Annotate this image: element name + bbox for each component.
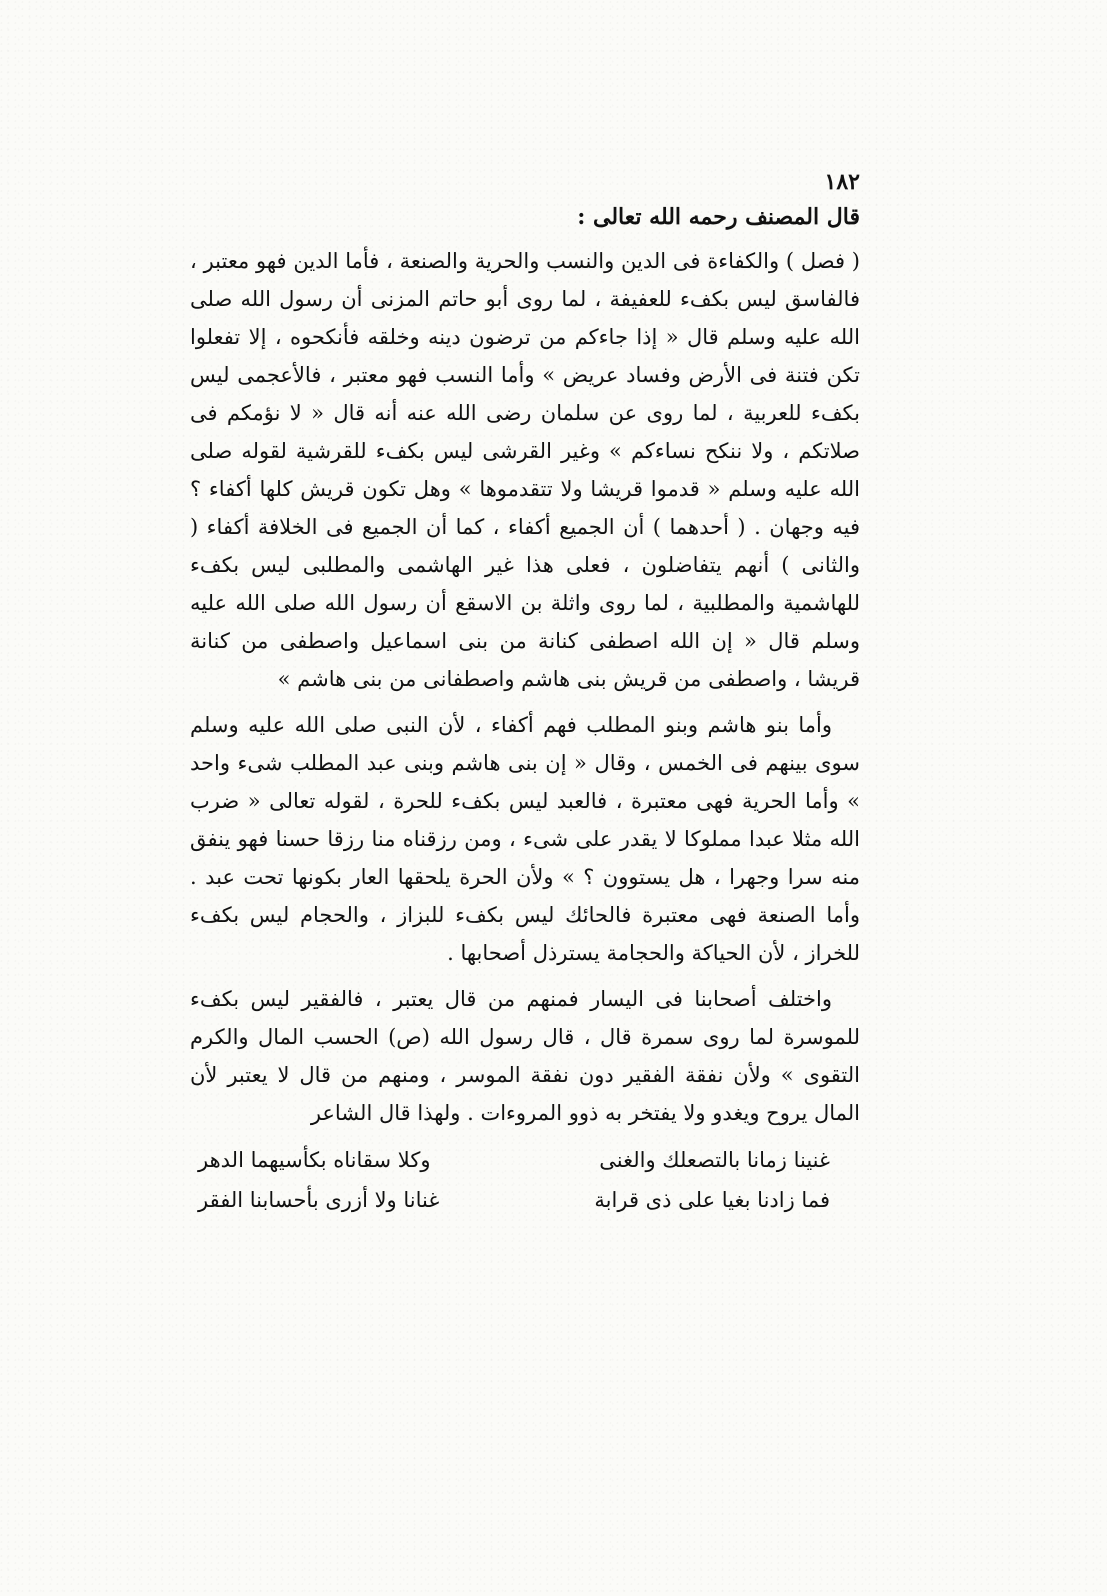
paragraph-1: ( فصل ) والكفاءة فى الدين والنسب والحرية والصنعة ، فأما الدين فهو معتبر ، فالفاسق ليس بكفء للعفيفة ، لما روى أبو حاتم المزنى أن رسول الله صلى الله عليه وسلم قال « إذا جاءكم من ترضون دينه وخلقه فأنكحوه ، إلا تفعلوا تكن فتنة فى الأرض وفساد عريض » وأما النسب فهو معتبر ، فالأعجمى ليس بكفء للعربية ، لما روى عن سلمان رضى الله عنه أنه قال « لا نؤمكم فى صلاتكم ، ولا ننكح نساءكم » وغير القرشى ليس بكفء للقرشية لقوله صلى الله عليه وسلم « قدموا قريشا ولا تتقدموها » وهل تكون قريش كلها أكفاء ؟ فيه وجهان . ( أحدهما ) أن الجميع أكفاء ، كما أن الجميع فى الخلافة أكفاء ( والثانى ) أنهم يتفاضلون ، فعلى هذا غير الهاشمى والمطلبى ليس بكفء للهاشمية والمطلبية ، لما روى واثلة بن الاسقع أن رسول الله صلى الله عليه وسلم قال « إن الله اصطفى كنانة من بنى اسماعيل واصطفى من كنانة قريشا ، واصطفى من قريش بنى هاشم واصطفانى من بنى هاشم » [190, 249, 860, 691]
verse-1-second-hemistich: وكلا سقاناه بكأسيهما الدهر [198, 1148, 431, 1172]
verse-line-1 [190, 1140, 860, 1180]
verse-1-first-hemistich: غنينا زمانا بالتصعلك والغنى [599, 1148, 830, 1172]
verse-2-second-hemistich: غنانا ولا أزرى بأحسابنا الفقر [198, 1188, 440, 1212]
paragraph-3: واختلف أصحابنا فى اليسار فمنهم من قال يعتبر ، فالفقير ليس بكفء للموسرة لما روى سمرة قال ، قال رسول الله (ص) الحسب المال والكرم التقوى » ولأن نفقة الفقير دون نفقة الموسر ، ومنهم من قال لا يعتبر لأن المال يروح ويغدو ولا يفتخر به ذوو المروءات . ولهذا قال الشاعر [190, 987, 860, 1125]
text-block [190, 170, 860, 1220]
poem-verses [190, 1140, 860, 1220]
section-heading: قال المصنف رحمه الله تعالى : [577, 204, 860, 230]
verse-line-2 [190, 1180, 860, 1220]
paragraph-2: وأما بنو هاشم وبنو المطلب فهم أكفاء ، لأن النبى صلى الله عليه وسلم سوى بينهم فى الخمس ، وقال « إن بنى هاشم وبنى عبد المطلب شىء واحد » وأما الحرية فهى معتبرة ، فالعبد ليس بكفء للحرة ، لقوله تعالى « ضرب الله مثلا عبدا مملوكا لا يقدر على شىء ، ومن رزقناه منا رزقا حسنا فهو ينفق منه سرا وجهرا ، هل يستوون ؟ » ولأن الحرة يلحقها العار بكونها تحت عبد . وأما الصنعة فهى معتبرة فالحائك ليس بكفء للبزاز ، والحجام ليس بكفء للخراز ، لأن الحياكة والحجامة يسترذل أصحابها . [190, 713, 860, 965]
verse-2-first-hemistich: فما زادنا بغيا على ذى قرابة [594, 1188, 830, 1212]
page-number: ١٨٢ [824, 169, 860, 195]
